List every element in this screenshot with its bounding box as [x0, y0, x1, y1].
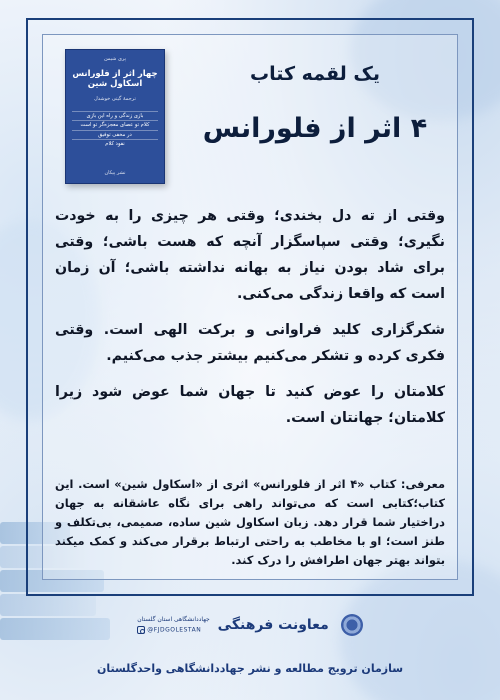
org-logo [120, 606, 380, 644]
logo-org-name: جهاددانشگاهی استان گلستان [137, 616, 210, 623]
instagram-icon [137, 626, 145, 634]
cover-line: در مخفی توفیق [72, 130, 158, 140]
cover-author: پری شیمن [103, 56, 127, 62]
cover-title: چهار اثر از فلورانس اسکاول شین [72, 68, 158, 90]
quote-paragraph: کلامتان را عوض کنید تا جهان شما عوض شود زیرا کلامتان؛ جهانتان است. [55, 384, 445, 426]
organization-line: سازمان ترویج مطالعه و نشر جهاددانشگاهی واحدگلستان [96, 662, 404, 675]
quote-section [55, 203, 445, 441]
instagram-handle [137, 626, 201, 634]
content-panel [42, 34, 458, 580]
book-introduction: معرفی: کتاب «۴ اثر از فلورانس» اثری از «اسکاول شین» است. این کتاب؛کتابی است که می‌تواند راهی برای نگاه عاشقانه به جهان دراختیار شما قرار دهد. زبان اسکاول شین ساده، صمیمی، بی‌تکلف و طنز است؛ او با مخاطب به راحتی ارتباط برقرار می‌کند و کمک میکند بتواند بهتر جهان اطرافش را درک کند. [55, 477, 445, 567]
cover-line: بازی زندگی و راه این بازی [72, 111, 158, 121]
quote-paragraph: وقتی از ته دل بخندی؛ وقتی هر چیزی را به خودت نگیری؛ وقتی سپاسگزار آنچه که هست باشی؛ وقتی برای شاد بودن نیاز به بهانه نداشته باشی؛ آن زمان است که واقعا زندگی می‌کنی. [55, 208, 445, 302]
cover-line: نفوذ کلام [72, 139, 158, 149]
cover-line: کلام تو عصای معجزه‌گر تو است [72, 120, 158, 130]
logo-details [137, 616, 209, 634]
cover-contents [72, 111, 158, 149]
logo-wordmark: معاونت فرهنگی [217, 617, 329, 633]
handle-text: @FJDGOLESTAN [147, 626, 202, 634]
page-subtitle: یک لقمه کتاب [250, 63, 380, 85]
footer [0, 600, 500, 700]
page-title: ۴ اثر از فلورانس [202, 113, 428, 144]
book-cover [65, 49, 165, 184]
title-area [173, 53, 457, 144]
quote-paragraph: شکرگزاری کلید فراوانی و برکت الهی است. وقتی فکری کرده و تشکر می‌کنیم بیشتر جذب می‌کنیم. [55, 322, 445, 364]
emblem-icon [341, 614, 363, 636]
cover-publisher: نشر پیکان [104, 170, 126, 177]
content-frame [26, 18, 474, 596]
cover-translator: ترجمهٔ گیتی خوشدل [94, 96, 136, 102]
